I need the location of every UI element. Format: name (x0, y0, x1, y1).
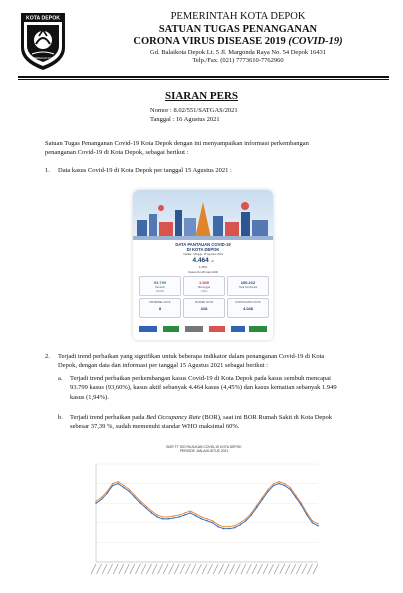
data-point (162, 518, 163, 519)
data-point (184, 512, 185, 513)
chart-title-line: BOR TT ISO RUJUKAN COVID-19 KOTA DEPOK (166, 445, 242, 449)
item-2a-text (70, 374, 398, 402)
data-point (134, 497, 135, 498)
x-tick-mark (108, 564, 113, 574)
stat-box-total (227, 276, 269, 296)
data-point (140, 503, 141, 504)
x-tick-mark (280, 564, 285, 574)
chart-subtitle-line: PERIODE JAN-AGUSTUS 2021 (179, 449, 229, 454)
letterhead-rule-thin (18, 79, 389, 80)
x-tick-mark (274, 564, 279, 574)
stat-label: PROBABEL AKTIF (149, 301, 171, 304)
letterhead (80, 11, 396, 64)
item-2-number: 2. (45, 353, 50, 360)
kota-depok-logo (18, 10, 68, 72)
data-point (195, 515, 196, 516)
x-tick-mark (202, 564, 207, 574)
x-tick-mark (141, 564, 146, 574)
data-point (129, 489, 130, 490)
x-tick-mark (169, 564, 174, 574)
data-point (167, 516, 168, 517)
item-1-number: 1. (45, 167, 50, 174)
x-tick-mark (235, 564, 240, 574)
data-point (229, 528, 230, 529)
intro-line-2: penanganan Covid-19 di Kota Depok, sebagai berikut : (45, 149, 189, 157)
data-point (123, 487, 124, 488)
stat-value: 8 (158, 306, 162, 311)
x-tick-mark (263, 564, 268, 574)
item-2b-line-2: sebesar 37,39 %, sudah memenuhi standar WHO maksimal 60%. (70, 423, 240, 431)
active-cases-label: Kasus Konfirmasi Aktif (188, 270, 218, 274)
data-point (118, 483, 119, 484)
data-point (101, 499, 102, 500)
data-point (295, 495, 296, 496)
stat-label: SUSPEK AKTIF (194, 301, 214, 304)
x-tick-mark (147, 564, 152, 574)
x-tick-mark (224, 564, 229, 574)
data-point (140, 501, 141, 502)
data-point (229, 526, 230, 527)
stat-label: Sembuh (155, 286, 165, 289)
data-point (195, 513, 196, 514)
item-2b-post: (BOR), saat ini BOR Rumah Sakit di Kota Depok (200, 414, 333, 421)
data-point (234, 525, 235, 526)
data-point (167, 518, 168, 519)
data-point (212, 520, 213, 521)
data-point (223, 528, 224, 529)
data-point (190, 512, 191, 513)
infographic-title-1: DATA PANTAUAN COVID-19 (175, 242, 231, 247)
data-point (278, 483, 279, 484)
data-point (262, 497, 263, 498)
letterhead-rule-thick (18, 76, 389, 78)
item-2b-line-1 (70, 413, 398, 422)
x-tick-mark (252, 564, 257, 574)
item-2b-italic: Bed Occupancy Rate (146, 414, 201, 421)
x-tick-mark (91, 564, 96, 574)
x-tick-mark (174, 564, 179, 574)
infographic-title (133, 242, 273, 252)
intro-line-1: Satuan Tugas Penanganan Covid-19 Kota Depok dengan ini menyampaikan informasi perkembangan (45, 140, 309, 147)
data-point (217, 526, 218, 527)
chart-plot (78, 442, 330, 592)
data-point (134, 495, 135, 496)
data-point (234, 527, 235, 528)
active-cases-total (133, 257, 273, 264)
stat-sub: 1,94% (200, 290, 208, 293)
stat-box-close-contact (227, 298, 269, 318)
infographic-update: Update : Minggu, 15 Agustus 2021 (183, 253, 223, 256)
city-skyline-illustration (133, 198, 273, 240)
x-tick-mark (241, 564, 246, 574)
x-tick-mark (163, 564, 168, 574)
x-tick-mark (219, 564, 224, 574)
data-point (156, 516, 157, 517)
data-point (145, 507, 146, 508)
logo-motto: MEMBANGUN KOTA (31, 57, 55, 60)
stat-value: 100.212 (240, 280, 256, 285)
letterhead-line-3 (80, 36, 396, 49)
data-point (251, 514, 252, 515)
x-tick-mark (97, 564, 102, 574)
x-tick-mark (130, 564, 135, 574)
data-point (201, 518, 202, 519)
stat-box-recovered (139, 276, 181, 296)
x-tick-mark (191, 564, 196, 574)
document-number: Nomor : 8.02/551/SATGAS/2021 (150, 107, 238, 114)
data-point (95, 503, 96, 504)
data-point (173, 517, 174, 518)
data-point (151, 510, 152, 511)
letterhead-line-3b: (COVID-19) (288, 36, 343, 48)
x-tick-mark (269, 564, 274, 574)
stat-box-deaths (183, 276, 225, 296)
stat-value: 93.799 (153, 280, 167, 285)
data-point (306, 512, 307, 513)
data-point (190, 510, 191, 511)
item-1-text: Data kasus Covid-19 di Kota Depok per tanggal 15 Agustus 2021 : (58, 167, 232, 174)
x-tick-mark (230, 564, 235, 574)
data-point (245, 520, 246, 521)
letterhead-address: Gd. Balaikota Depok Lt. 5 Jl. Margonda Raya No. 54 Depok 16431 (150, 48, 326, 56)
x-tick-mark (180, 564, 185, 574)
x-tick-mark (119, 564, 124, 574)
x-tick-mark (158, 564, 163, 574)
data-point (173, 515, 174, 516)
data-point (212, 522, 213, 523)
data-point (245, 518, 246, 519)
stat-label: Total Konfirmasi (238, 286, 258, 289)
data-point (106, 491, 107, 492)
data-point (156, 514, 157, 515)
stat-label: KONTAK ERAT AKTIF (235, 301, 261, 304)
letterhead-line-1: PEMERINTAH KOTA DEPOK (170, 11, 306, 22)
stat-label: Meninggal (198, 286, 210, 289)
data-point (101, 497, 102, 498)
series-line-1 (96, 482, 318, 527)
stat-box-probable (139, 298, 181, 318)
data-point (240, 524, 241, 525)
x-tick-mark (102, 564, 107, 574)
document-meta (150, 106, 238, 125)
stat-value: 1.949 (198, 280, 209, 285)
x-tick-mark (246, 564, 251, 574)
active-cases-percent: 4,45% (198, 265, 208, 269)
stat-value: 4.048 (242, 306, 253, 311)
data-point (106, 493, 107, 494)
data-point (118, 481, 119, 482)
x-tick-mark (258, 564, 263, 574)
data-point (129, 491, 130, 492)
stat-box-suspect (183, 298, 225, 318)
data-point (301, 503, 302, 504)
item-2a-line-3: kasus (1,94%). (70, 393, 109, 401)
x-tick-mark (213, 564, 218, 574)
item-2b-text (70, 413, 398, 432)
data-point (179, 514, 180, 515)
x-tick-mark (291, 564, 296, 574)
infographic-title-2: DI KOTA DEPOK (186, 247, 220, 253)
data-point (217, 524, 218, 525)
item-2-line-1: Terjadi trend perbaikan yang signifikan untuk beberapa indikator dalam penanganan Covid-19 di Kota (58, 353, 325, 360)
x-tick-mark (313, 564, 318, 574)
x-tick-mark (296, 564, 301, 574)
data-point (162, 516, 163, 517)
item-2a-line-1: Terjadi trend perbaikan perkembangan kasus Covid-19 di Kota Depok pada kasus sembuh mencapai (70, 375, 331, 382)
data-point (317, 523, 318, 524)
data-point (267, 489, 268, 490)
data-point (95, 501, 96, 502)
data-point (312, 520, 313, 521)
covid-data-infographic (133, 190, 273, 340)
data-point (223, 526, 224, 527)
partner-logos-strip (133, 322, 273, 336)
data-point (312, 522, 313, 523)
data-point (256, 504, 257, 505)
data-point (184, 514, 185, 515)
data-point (151, 512, 152, 513)
letterhead-line-2: SATUAN TUGAS PENANGANAN (158, 23, 318, 35)
data-point (273, 483, 274, 484)
active-cases-delta: +3 (210, 260, 214, 263)
stat-sub: 93,60% (155, 290, 165, 293)
data-point (179, 516, 180, 517)
data-point (206, 518, 207, 519)
x-tick-mark (307, 564, 312, 574)
item-2b-label: b. (58, 414, 63, 421)
data-point (112, 483, 113, 484)
item-2-line-2: Depok, dengan data dan informasi per tanggal 15 Agustus 2021 sebagai berikut : (58, 362, 268, 370)
x-tick-mark (285, 564, 290, 574)
x-tick-mark (113, 564, 118, 574)
stat-value: 418 (200, 306, 208, 311)
item-2a-line-2: 93.799 kasus (93,60%), kasus aktif sebanyak 4.464 kasus (4,45%) dan kasus kematian sebanyak 1.949 (70, 384, 337, 392)
x-tick-mark (152, 564, 157, 574)
item-2a-label: a. (58, 375, 63, 382)
x-tick-mark (185, 564, 190, 574)
x-tick-mark (135, 564, 140, 574)
data-point (290, 487, 291, 488)
data-point (123, 485, 124, 486)
x-tick-mark (208, 564, 213, 574)
letterhead-line-3a: CORONA VIRUS DISEASE 2019 (133, 36, 286, 48)
data-point (206, 520, 207, 521)
data-point (201, 516, 202, 517)
item-2b-pre: Terjadi trend perbaikan pada (70, 414, 147, 421)
logo-text: KOTA DEPOK (25, 15, 61, 22)
active-cases-value: 4.464 (192, 257, 209, 264)
data-point (317, 525, 318, 526)
x-tick-mark (196, 564, 201, 574)
data-point (284, 483, 285, 484)
data-point (284, 485, 285, 486)
x-tick-mark (124, 564, 129, 574)
letterhead-phone: Telp./Fax. (021) 7773610-7762960 (192, 56, 284, 64)
document-title: SIARAN PERS (164, 90, 239, 102)
data-point (251, 512, 252, 513)
document-date: Tanggal : 16 Agustus 2021 (150, 116, 220, 124)
bor-line-chart (78, 442, 330, 592)
data-point (278, 481, 279, 482)
series-line-0 (96, 484, 318, 529)
x-tick-mark (302, 564, 307, 574)
data-point (145, 505, 146, 506)
intro-paragraph (45, 139, 395, 158)
item-2-text (58, 352, 398, 371)
data-point (273, 485, 274, 486)
data-point (240, 522, 241, 523)
